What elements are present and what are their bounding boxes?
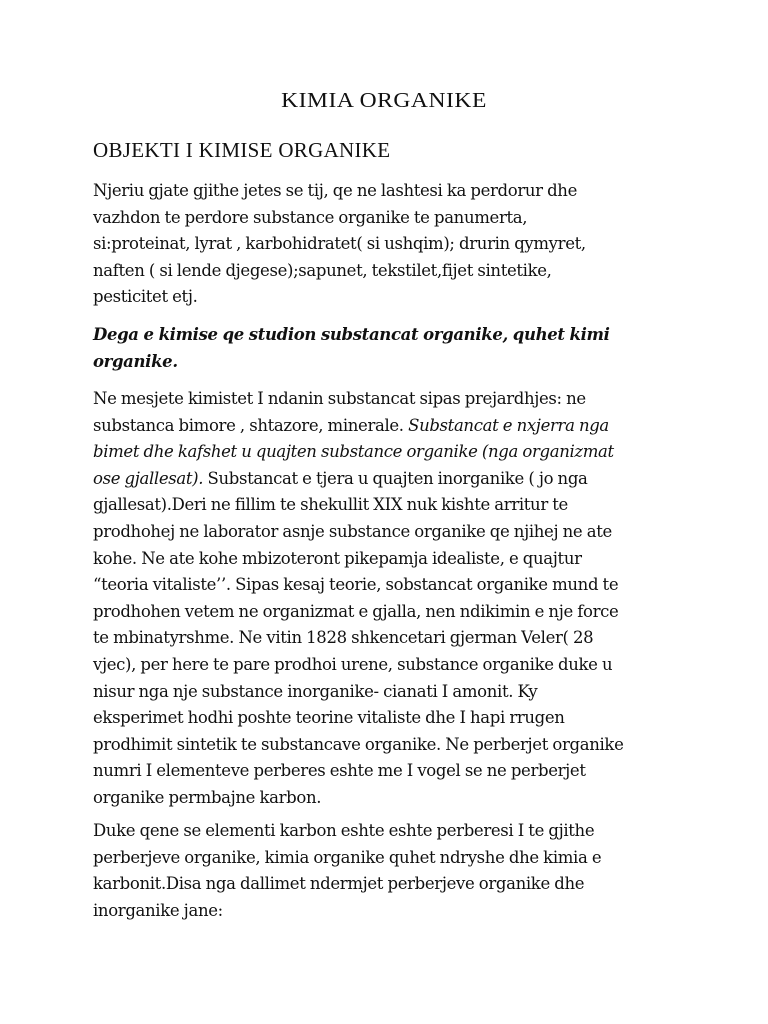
italic-text-run: Substancat e nxjerra nga xyxy=(408,415,609,435)
paragraph-history xyxy=(93,386,693,812)
text-line: pesticitet etj. xyxy=(93,287,198,307)
text-line: Ne mesjete kimistet I ndanin substancat sipas prejardhjes: ne xyxy=(93,389,586,408)
paragraph-intro xyxy=(93,178,693,311)
text-line: numri I elementeve perberes eshte me I vogel se ne perberjet xyxy=(93,761,586,781)
text-line: Dega e kimise qe studion substancat organike, quhet kimi xyxy=(93,325,610,344)
text-line: si:proteinat, lyrat , karbohidratet( si ushqim); drurin qymyret, xyxy=(93,234,586,254)
text-line: Njeriu gjate gjithe jetes se tij, qe ne lashtesi ka perdorur dhe xyxy=(93,181,578,200)
text-line: inorganike jane: xyxy=(93,900,223,920)
text-line: “teoria vitaliste’’. Sipas kesaj teorie, sobstancat organike mund te xyxy=(93,575,619,595)
text-line xyxy=(93,466,693,493)
italic-text-line: bimet dhe kafshet u quajten substance organike (nga organizmat xyxy=(93,442,614,462)
text-line: organike. xyxy=(93,351,178,371)
text-line: te mbinatyrshme. Ne vitin 1828 shkencetari gjerman Veler( 28 xyxy=(93,628,594,648)
text-line: karbonit.Disa nga dallimet ndermjet perberjeve organike dhe xyxy=(93,874,585,894)
text-line: vazhdon te perdore substance organike te panumerta, xyxy=(93,207,528,227)
text-line: prodhimit sintetik te substancave organike. Ne perberjet organike xyxy=(93,734,624,754)
text-run: Substancat e tjera u quajten inorganike ( jo nga xyxy=(203,468,588,488)
text-line: gjallesat).Deri ne fillim te shekullit XIX nuk kishte arritur te xyxy=(93,495,568,515)
document-title: KIMIA ORGANIKE xyxy=(281,88,487,112)
paragraph-carbon xyxy=(93,818,693,924)
text-line: nisur nga nje substance inorganike- cianati I amonit. Ky xyxy=(93,681,538,701)
text-line: Duke qene se elementi karbon eshte eshte perberesi I te gjithe xyxy=(93,821,595,840)
section-heading: OBJEKTI I KIMISE ORGANIKE xyxy=(93,138,391,162)
text-line: naften ( si lende djegese);sapunet, tekstilet,fijet sintetike, xyxy=(93,260,552,280)
paragraph-definition xyxy=(93,322,693,375)
text-line: eksperimet hodhi poshte teorine vitaliste dhe I hapi rrugen xyxy=(93,708,565,728)
text-line: prodhohen vetem ne organizmat e gjalla, nen ndikimin e nje force xyxy=(93,601,619,621)
text-run: substanca bimore , shtazore, minerale. xyxy=(93,415,409,435)
text-line: perberjeve organike, kimia organike quhet ndryshe dhe kimia e xyxy=(93,847,602,867)
text-line: organike permbajne karbon. xyxy=(93,787,322,807)
text-line xyxy=(93,413,693,440)
italic-text-run: ose gjallesat). xyxy=(93,468,204,488)
text-line: vjec), per here te pare prodhoi urene, substance organike duke u xyxy=(93,654,613,674)
text-line: prodhohej ne laborator asnje substance organike qe njihej ne ate xyxy=(93,521,612,541)
text-line: kohe. Ne ate kohe mbizoteront pikepamja idealiste, e quajtur xyxy=(93,548,582,568)
